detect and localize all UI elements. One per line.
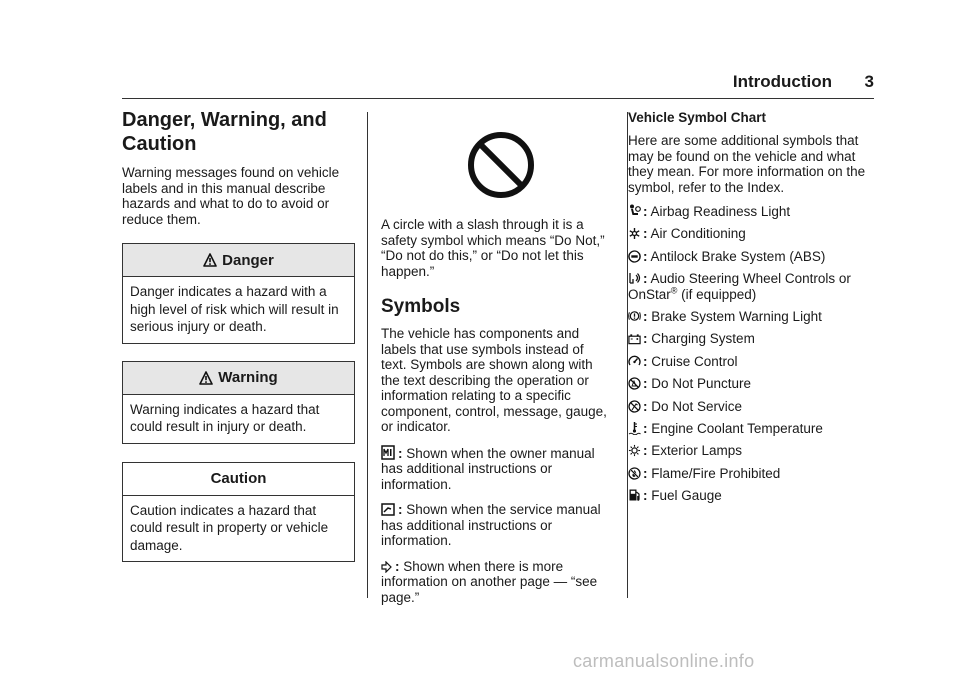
warning-intro: Warning messages found on vehicle labels and in this manual describe hazards and what to do to avoid or reduce them. [122,165,340,227]
symbol-item-exterior-lamps [628,443,876,459]
symbol-item-airbag [628,204,876,220]
caution-box [122,462,355,563]
colon: : [643,309,648,325]
flame-prohibited-icon [628,467,641,480]
symbol-label: Engine Coolant Temperature [651,421,823,437]
symbol-item-audio-steering [628,271,876,302]
brake-warning-icon [628,309,641,323]
warning-triangle-icon [203,253,217,267]
symbol-label: Do Not Puncture [651,376,752,392]
colon: : [643,376,648,392]
symbol-label: Brake System Warning Light [651,309,822,325]
danger-box-header [123,244,354,277]
service-manual-symbol-line [381,502,609,549]
symbols-intro: The vehicle has components and labels that use symbols instead of text. Symbols are shown along with the text describing the operation or information relating to a specific component, control, message, gauge, or indicator. [381,326,607,434]
warning-box [122,361,355,444]
coolant-temperature-icon [628,421,641,435]
battery-icon [628,333,641,345]
caution-text: Caution indicates a hazard that could result in property or vehicle damage. [130,502,329,553]
colon: : [643,443,648,459]
symbol-label: Flame/Fire Prohibited [651,465,781,481]
symbol-item-air-conditioning [628,226,876,242]
colon: : [643,398,648,414]
colon: : [643,248,648,264]
watermark: carmanualsonline.info [573,651,755,671]
registered-mark: ® [670,285,678,296]
exterior-lamps-icon [628,444,641,457]
danger-text: Danger indicates a hazard with a high level of risk which will result in serious injury or death. [130,284,339,334]
air-conditioning-icon [628,227,641,240]
do-not-puncture-icon [628,377,641,390]
column-left [122,108,355,562]
owner-manual-symbol-line [381,445,609,493]
see-page-arrow-icon [381,561,392,573]
symbol-label: Antilock Brake System (ABS) [650,248,826,264]
symbol-label: Audio Steering Wheel Controls or OnStar [628,271,851,302]
heading-line-2: Caution [122,133,197,155]
danger-label: Danger [222,251,274,269]
symbol-label: Do Not Service [651,398,743,414]
symbol-item-fuel-gauge [628,488,876,504]
do-not-symbol-icon [466,130,536,200]
service-manual-icon [381,503,395,516]
colon: : [643,204,648,219]
owner-manual-colon: : [398,445,403,461]
service-manual-text: Shown when the service manual has additional instructions or information. [381,502,601,548]
abs-icon [628,250,641,263]
danger-box [122,243,355,344]
symbol-item-charging [628,331,876,347]
symbols-heading: Symbols [381,296,461,317]
colon: : [643,421,648,437]
do-not-description: A circle with a slash through it is a safety symbol which means “Do Not,” “Do not do this,” or “Do not let this happen.” [381,217,605,279]
symbol-label: Exterior Lamps [651,443,743,459]
symbol-item-brake [628,309,876,325]
do-not-service-icon [628,400,641,413]
symbol-chart-intro: Here are some additional symbols that may be found on the vehicle and what they mean. For more information on the symbol, refer to the Index. [628,133,866,195]
see-page-text: Shown when there is more information on another page — “see page.” [381,558,598,605]
service-manual-colon: : [398,502,403,517]
colon: : [643,465,648,481]
warning-triangle-icon [199,371,213,385]
fuel-gauge-icon [628,488,641,502]
audio-steering-icon [628,271,641,285]
owner-manual-text: Shown when the owner manual has additional instructions or information. [381,445,595,492]
symbol-item-do-not-puncture [628,376,876,392]
warning-text: Warning indicates a hazard that could result in injury or death. [130,401,320,434]
heading-line-1: Danger, Warning, and [122,109,327,131]
see-page-symbol-line [381,559,609,606]
colon: : [643,331,648,347]
colon: : [643,488,648,504]
symbol-item-coolant [628,421,876,437]
symbol-label: Airbag Readiness Light [650,204,791,219]
airbag-icon [628,204,641,218]
caution-label: Caution [210,470,267,487]
warning-box-header [123,362,354,395]
symbol-label-suffix: (if equipped) [677,286,757,302]
see-page-colon: : [395,558,400,574]
column-right [628,108,876,511]
colon: : [643,226,648,242]
warning-label: Warning [218,369,278,386]
owner-manual-icon [381,445,395,460]
colon: : [643,271,648,287]
column-middle [381,108,609,605]
symbol-chart-title: Vehicle Symbol Chart [628,110,767,125]
symbol-label: Cruise Control [651,353,738,369]
page-number: 3 [864,72,874,91]
column-divider-1 [367,112,368,598]
symbol-label: Charging System [651,331,755,347]
colon: : [643,353,648,369]
symbol-item-flame-prohibited [628,466,876,482]
cruise-control-icon [628,355,641,368]
symbol-label: Fuel Gauge [651,488,722,504]
page-header [122,70,874,99]
caution-box-header [123,463,354,496]
symbol-item-cruise [628,354,876,370]
section-title: Introduction [732,72,832,91]
symbol-label: Air Conditioning [650,226,746,242]
symbol-item-abs [628,249,876,265]
symbol-item-do-not-service [628,399,876,415]
danger-warning-caution-heading [122,108,355,156]
